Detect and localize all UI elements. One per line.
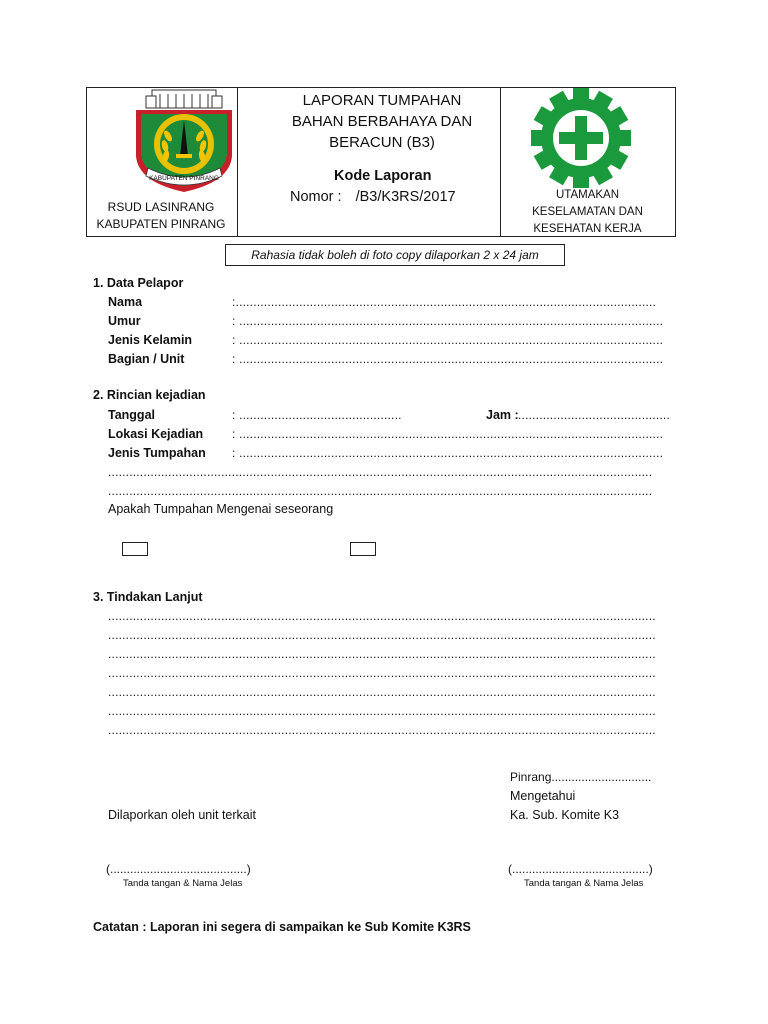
lokasi-kejadian-field[interactable]: : ........................................................................................................................	[232, 427, 664, 441]
jenis-kelamin-field[interactable]: : ........................................................................................................................	[232, 333, 664, 347]
jenis-tumpahan-extra-line[interactable]: ..........................................................................................................................................................	[108, 484, 653, 498]
nama-label: Nama	[108, 295, 143, 309]
k3-motto	[500, 187, 675, 238]
nomor-row	[290, 189, 456, 205]
report-title	[282, 90, 482, 153]
lokasi-kejadian-label: Lokasi Kejadian	[108, 427, 204, 441]
reporter-signature-line[interactable]: (.........................................)	[106, 862, 251, 876]
ka-sub-komite-label: Ka. Sub. Komite K3	[510, 808, 620, 822]
org-name-block	[88, 199, 234, 233]
kabupaten-pinrang-emblem	[130, 86, 238, 196]
yes-checkbox[interactable]	[122, 542, 148, 556]
section-data-pelapor-title: 1. Data Pelapor	[93, 276, 184, 290]
jenis-kelamin-label: Jenis Kelamin	[108, 333, 193, 347]
motto-line: UTAMAKAN	[555, 189, 620, 201]
org-name: RSUD LASINRANG	[107, 200, 215, 214]
section-tindakan-lanjut-title: 3. Tindakan Lanjut	[93, 590, 203, 604]
jam-field[interactable]: ...........................................	[518, 408, 670, 422]
tindakan-line[interactable]: ...........................................................................................................................................................	[108, 628, 656, 642]
k3-safety-gear-icon	[526, 88, 636, 188]
reporter-label: Dilaporkan oleh unit terkait	[108, 808, 256, 822]
section-rincian-kejadian-title: 2. Rincian kejadian	[93, 388, 206, 402]
jenis-tumpahan-extra-line[interactable]: ..........................................................................................................................................................	[108, 465, 653, 479]
title-line: LAPORAN TUMPAHAN	[302, 92, 462, 109]
umur-label: Umur	[108, 314, 141, 328]
mengetahui-label: Mengetahui	[510, 789, 576, 803]
footer-note: Catatan : Laporan ini segera di sampaikan ke Sub Komite K3RS	[93, 920, 471, 934]
approver-signature-line[interactable]: (.........................................)	[508, 862, 653, 876]
nomor-value: /B3/K3RS/2017	[355, 189, 456, 205]
sign-place-date[interactable]: Pinrang..............................	[510, 770, 652, 784]
bagian-unit-field[interactable]: : ........................................................................................................................	[232, 352, 664, 366]
motto-line: KESELAMATAN DAN	[532, 206, 643, 218]
tindakan-line[interactable]: ...........................................................................................................................................................	[108, 685, 656, 699]
tindakan-line[interactable]: ...........................................................................................................................................................	[108, 704, 656, 718]
approver-signature-caption: Tanda tangan & Nama Jelas	[524, 878, 644, 889]
tumpahan-question: Apakah Tumpahan Mengenai seseorang	[108, 502, 334, 516]
org-region: KABUPATEN PINRANG	[96, 217, 226, 231]
tindakan-line[interactable]: ...........................................................................................................................................................	[108, 647, 656, 661]
jam-label: Jam :	[486, 408, 519, 422]
tindakan-line[interactable]: ...........................................................................................................................................................	[108, 723, 656, 737]
confidential-notice: Rahasia tidak boleh di foto copy dilaporkan 2 x 24 jam	[225, 244, 565, 266]
tindakan-line[interactable]: ...........................................................................................................................................................	[108, 609, 656, 623]
title-line: BERACUN (B3)	[329, 134, 435, 151]
bagian-unit-label: Bagian / Unit	[108, 352, 185, 366]
tindakan-line[interactable]: ...........................................................................................................................................................	[108, 666, 656, 680]
emblem-ribbon-text: KABUPATEN PINRANG	[149, 175, 219, 182]
title-line: BAHAN BERBAHAYA DAN	[291, 113, 473, 130]
jenis-tumpahan-label: Jenis Tumpahan	[108, 446, 206, 460]
kode-laporan-label: Kode Laporan	[334, 168, 432, 184]
no-checkbox[interactable]	[350, 542, 376, 556]
tanggal-field[interactable]: : ..............................................	[232, 408, 402, 422]
nomor-label: Nomor :	[290, 189, 342, 205]
umur-field[interactable]: : ........................................................................................................................	[232, 314, 664, 328]
tanggal-label: Tanggal	[108, 408, 155, 422]
reporter-signature-caption: Tanda tangan & Nama Jelas	[123, 878, 243, 889]
jenis-tumpahan-field[interactable]: : ........................................................................................................................	[232, 446, 664, 460]
motto-line: KESEHATAN KERJA	[533, 223, 642, 235]
nama-field[interactable]: :.......................................................................................................................	[232, 295, 657, 309]
